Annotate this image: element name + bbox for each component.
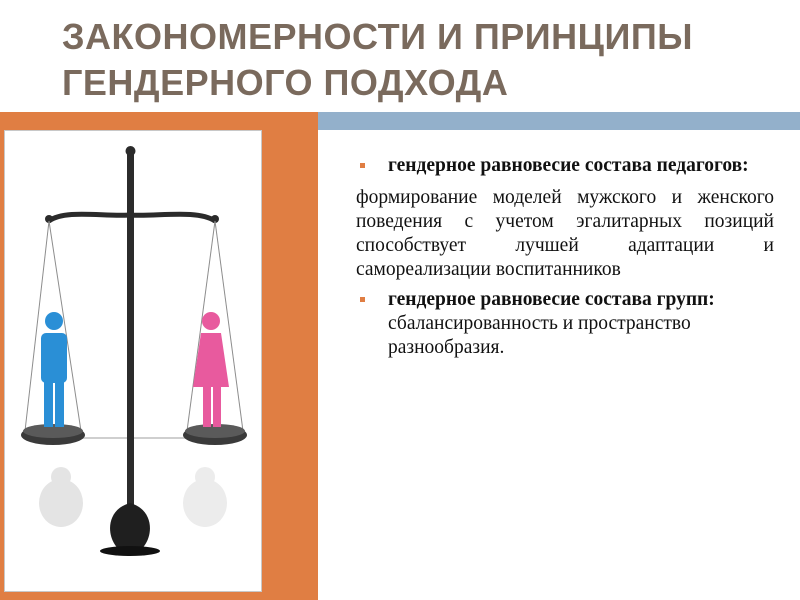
slide-title: ЗАКОНОМЕРНОСТИ И ПРИНЦИПЫ ГЕНДЕРНОГО ПОДХОДА [62,16,693,103]
male-figure-icon [41,312,67,427]
bullet-text: сбалансированность и пространство разнообразия. [388,313,691,358]
bullet-marker [360,163,365,168]
bullet-group-balance [356,288,774,360]
female-figure-icon [193,312,229,427]
accent-bar [318,112,800,130]
scale-illustration [4,130,262,592]
bullet-text: гендерное равновесие состава педагогов: [388,155,749,176]
bullet-heading: гендерное равновесие состава групп: [388,289,715,310]
description-paragraph: формирование моделей мужского и женского поведения с учетом эгалитарных позиций способствует лучшей адаптации и самореализации воспитанников [356,187,774,280]
content-area [356,154,774,360]
balance-scale-icon [5,131,261,591]
bullet-teacher-balance [356,154,774,178]
bullet-marker [360,297,365,302]
